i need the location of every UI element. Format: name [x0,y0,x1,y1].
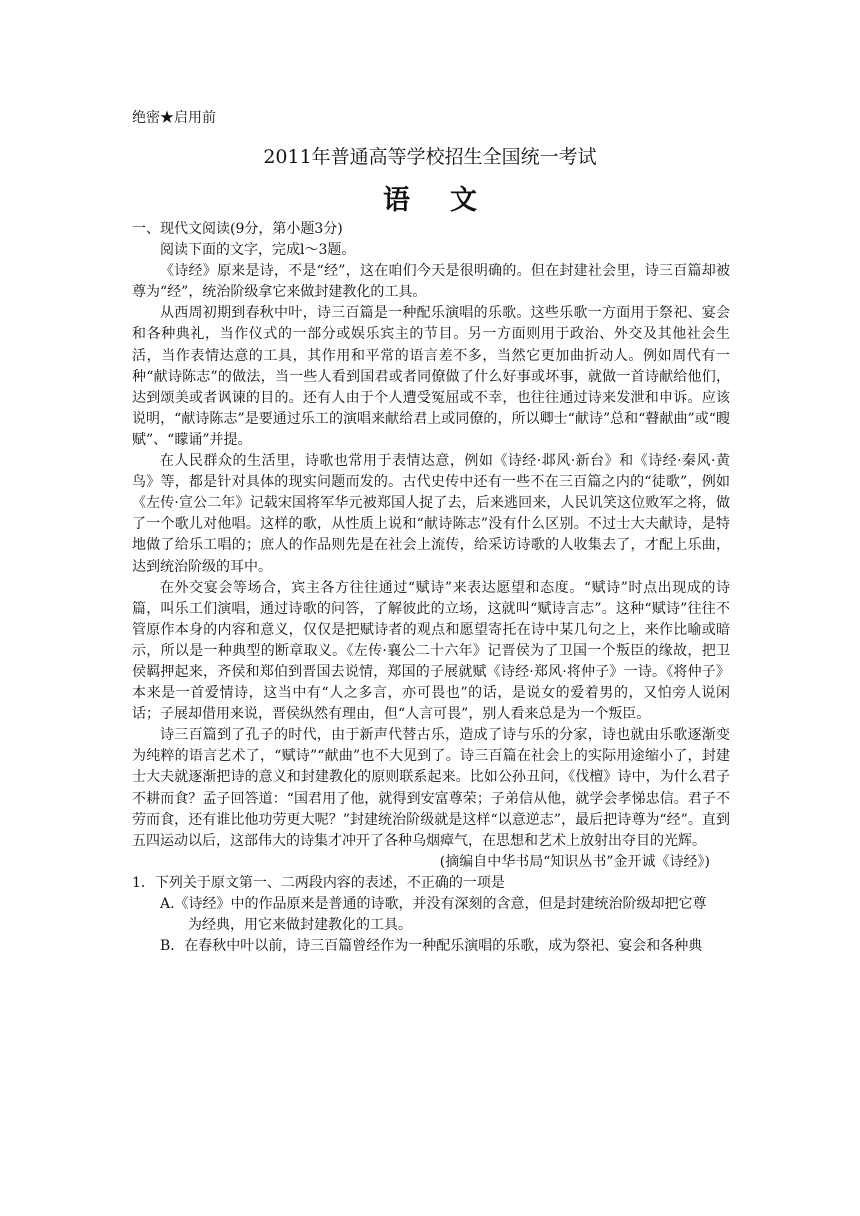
paragraph-3: 在人民群众的生活里，诗歌也常用于表情达意，例如《诗经·邶风·新台》和《诗经·秦风·黄鸟》等，都是针对具体的现实问题而发的。古代史传中还有一些不在三百篇之内的“徒歌”，例如《左传·宣公二年》记载宋国将军华元被郑国人捉了去，后来逃回来，人民讥笑这位败军之将，做了一个歌儿对他唱。这样的歌，从性质上说和“献诗陈志”没有什么区别。不过士大夫献诗，是特地做了给乐工唱的；庶人的作品则先是在社会上流传，给采访诗歌的人收集去了，才配上乐曲，达到统治阶级的耳中。 [132,453,730,575]
paragraph-1: 《诗经》原来是诗，不是“经”，这在咱们今天是很明确的。但在封建社会里，诗三百篇却被尊为“经”，统治阶级拿它来做封建教化的工具。 [132,263,730,301]
question-1-option-a: A.《诗经》中的作品原来是普通的诗歌，并没有深刻的含意，但是封建统治阶级却把它尊 [160,896,707,912]
instruction: 阅读下面的文字，完成l～3题。 [160,242,356,259]
question-1-stem: 1．下列关于原文第一、二两段内容的表述，不正确的一项是 [132,874,505,891]
exam-body [132,219,730,957]
question-1-option-a-continued: 为经典，用它来做封建教化的工具。 [188,917,412,934]
paragraph-4: 在外交宴会等场合，宾主各方往往通过“赋诗”来表达愿望和态度。“赋诗”时点出现成的诗篇，叫乐工们演唱，通过诗歌的问答，了解彼此的立场，这就叫“赋诗言志”。这种“赋诗”往往不管原作本身的内容和意义，仅仅是把赋诗者的观点和愿望寄托在诗中某几句之上，来作比喻或暗示，所以是一种典型的断章取义。《左传·襄公二十六年》记晋侯为了卫国一个叛臣的缘故，把卫侯羁押起来，齐侯和郑伯到晋国去说情，郑国的子展就赋《诗经·郑风·将仲子》一诗。《将仲子》本来是一首爱情诗，这当中有“人之多言，亦可畏也”的话，是说女的爱着男的，又怕旁人说闲话；子展却借用来说，晋侯纵然有理由，但“人言可畏”，别人看来总是为一个叛臣。 [132,579,730,723]
paragraph-2: 从西周初期到春秋中叶，诗三百篇是一种配乐演唱的乐歌。这些乐歌一方面用于祭祀、宴会和各种典礼，当作仪式的一部分或娱乐宾主的节目。另一方面则用于政治、外交及其他社会生活，当作表情达意的工具，其作用和平常的语言差不多，当然它更加曲折动人。例如周代有一种“献诗陈志”的做法，当一些人看到国君或者同僚做了什么好事或坏事，就做一首诗献给他们，达到颂美或者讽谏的目的。还有人由于个人遭受冤屈或不幸，也往往通过诗来发泄和申诉。应该说明，“献诗陈志”是要通过乐工的演唱来献给君上或同僚的，所以卿士“献诗”总和“瞽献曲”或“瞍赋”、“矇诵”并提。 [132,305,730,448]
secret-label: 绝密★启用前 [132,110,216,126]
section-heading: 一、现代文阅读(9分，第小题3分) [132,221,343,237]
source-citation: (摘编自中华书局“知识丛书”金开诚《诗经》) [439,853,710,870]
question-1-option-b: B．在春秋中叶以前，诗三百篇曾经作为一种配乐演唱的乐歌，成为祭祀、宴会和各种典 [160,938,703,955]
paragraph-5: 诗三百篇到了孔子的时代，由于新声代替古乐，造成了诗与乐的分家，诗也就由乐歌逐渐变为纯粹的语言艺术了，“赋诗”“献曲”也不大见到了。诗三百篇在社会上的实际用途缩小了，封建士大夫就逐渐把诗的意义和封建教化的原则联系起来。比如公孙丑问，《伐檀》诗中，为什么君子不耕而食？孟子回答道：“国君用了他，就得到安富尊荣；子弟信从他，就学会孝悌忠信。君子不劳而食，还有谁比他功劳更大呢？”封建统治阶级就是这样“以意逆志”，最后把诗尊为“经”。直到五四运动以后，这部伟大的诗集才冲开了各种乌烟瘴气，在思想和艺术上放射出夺目的光辉。 [132,727,730,849]
exam-title: 2011年普通高等学校招生全国统一考试 [263,146,597,168]
subject-title: 语文 [383,185,517,216]
